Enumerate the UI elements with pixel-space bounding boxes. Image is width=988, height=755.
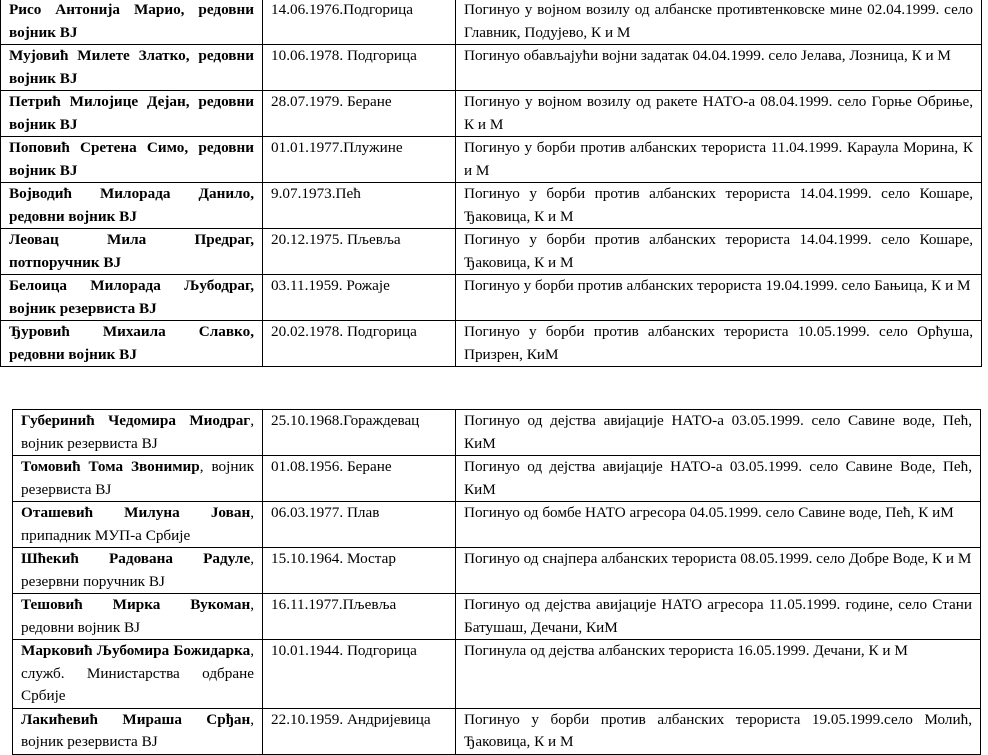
table-row [13,410,981,456]
birth-cell: 28.07.1979. Беране [263,91,456,137]
birth-cell: 10.06.1978. Подгорица [263,45,456,91]
name-cell: Поповић Сретена Симо, редовни војник ВЈ [1,137,263,183]
death-cell: Погинуо у борби против албанских терориста 14.04.1999. село Кошаре, Ђаковица, К и М [456,183,982,229]
name-cell: Белоица Милорада Љубодраг, војник резервиста ВЈ [1,275,263,321]
birth-cell: 22.10.1959. Андријевица [263,708,456,754]
table-row [13,502,981,548]
death-cell: Погинуо у борби против албанских терориста 14.04.1999. село Кошаре, Ђаковица, К и М [456,229,982,275]
person-role: , војник резервиста ВЈ [21,710,254,750]
birth-cell: 01.08.1956. Беране [263,456,456,502]
table-row [1,45,982,91]
person-name: Шћекић Радована Радуле [21,550,251,567]
person-role: , припадник МУП-а Србије [21,504,254,544]
table-row [13,708,981,754]
birth-cell: 9.07.1973.Пећ [263,183,456,229]
death-cell: Погинуо у борби против албанских терориста 10.05.1999. село Орћуша, Призрен, КиМ [456,321,982,367]
person-role: , војник резервиста ВЈ [21,412,254,452]
person-role: , служб. Министарства одбране Србије [21,642,254,704]
table-row [13,640,981,709]
birth-cell: 14.06.1976.Подгорица [263,0,456,45]
death-cell: Погинуо у војном возилу од ракете НАТО-а 08.04.1999. село Горње Обриње, К и М [456,91,982,137]
name-cell: Петрић Милојице Дејан, редовни војник ВЈ [1,91,263,137]
table-row [13,548,981,594]
birth-cell: 25.10.1968.Гораждевац [263,410,456,456]
name-cell: Леовац Мила Предраг, потпоручник ВЈ [1,229,263,275]
table-row [1,183,982,229]
name-cell [13,708,263,754]
person-name: Тешовић Мирка Вукоман [21,596,251,613]
table-row [1,0,982,45]
person-role: , резервни поручник ВЈ [21,550,254,590]
casualty-table-1 [0,0,982,367]
death-cell: Погинуо од дејства авијације НАТО-а 03.05.1999. село Савине воде, Пећ, КиМ [456,410,981,456]
death-cell: Погинуо од бомбе НАТО агресора 04.05.1999. село Савине воде, Пећ, К иМ [456,502,981,548]
name-cell [13,548,263,594]
person-role: , војник резервиста ВЈ [21,458,254,498]
death-cell: Погинуо од дејства авијације НАТО агресора 11.05.1999. године, село Стани Батушаш, Дечани, КиМ [456,594,981,640]
name-cell: Ђуровић Михаила Славко, редовни војник ВЈ [1,321,263,367]
person-name: Оташевић Милуна Јован [21,504,251,521]
death-cell: Погинуо обављајући војни задатак 04.04.1999. село Јелава, Лозница, К и М [456,45,982,91]
death-cell: Погинуо од дејства авијације НАТО-а 03.05.1999. село Савине Воде, Пећ, КиМ [456,456,981,502]
death-cell: Погинуо у борби против албанских терориста 11.04.1999. Караула Морина, К и М [456,137,982,183]
name-cell: Рисо Антонија Марио, редовни војник ВЈ [1,0,263,45]
birth-cell: 16.11.1977.Пљевља [263,594,456,640]
name-cell [13,640,263,709]
death-cell: Погинуо у војном возилу од албанске противтенковске мине 02.04.1999. село Главник, Подујево, К и М [456,0,982,45]
casualty-table-1-body [1,0,982,367]
table-row [13,456,981,502]
death-cell: Погинуо у борби против албанских терориста 19.05.1999.село Молић, Ђаковица, К и М [456,708,981,754]
table-row [1,321,982,367]
person-name: Марковић Љубомира Божидарка [21,642,251,659]
name-cell: Мујовић Милете Златко, редовни војник ВЈ [1,45,263,91]
name-cell [13,502,263,548]
casualty-table-2-body [13,410,981,755]
table-row [13,594,981,640]
table-row [1,137,982,183]
birth-cell: 20.12.1975. Пљевља [263,229,456,275]
table-row [1,91,982,137]
death-cell: Погинуо од снајпера албанских терориста 08.05.1999. село Добре Воде, К и М [456,548,981,594]
person-name: Лакићевић Мираша Срђан [21,710,251,728]
name-cell: Војводић Милорада Данило, редовни војник ВЈ [1,183,263,229]
birth-cell: 20.02.1978. Подгорица [263,321,456,367]
birth-cell: 15.10.1964. Мостар [263,548,456,594]
table-row [1,229,982,275]
person-name: Губеринић Чедомира Миодраг [21,412,251,429]
person-role: , редовни војник ВЈ [21,596,254,636]
birth-cell: 06.03.1977. Плав [263,502,456,548]
person-name: Томовић Тома Звонимир [21,458,200,475]
birth-cell: 01.01.1977.Плужине [263,137,456,183]
casualty-table-2 [12,409,981,755]
death-cell: Погинуо у борби против албанских терориста 19.04.1999. село Бањица, К и М [456,275,982,321]
name-cell [13,594,263,640]
birth-cell: 10.01.1944. Подгорица [263,640,456,709]
name-cell [13,456,263,502]
table-row [1,275,982,321]
name-cell [13,410,263,456]
birth-cell: 03.11.1959. Рожаје [263,275,456,321]
death-cell: Погинула од дејства албанских терориста 16.05.1999. Дечани, К и М [456,640,981,709]
